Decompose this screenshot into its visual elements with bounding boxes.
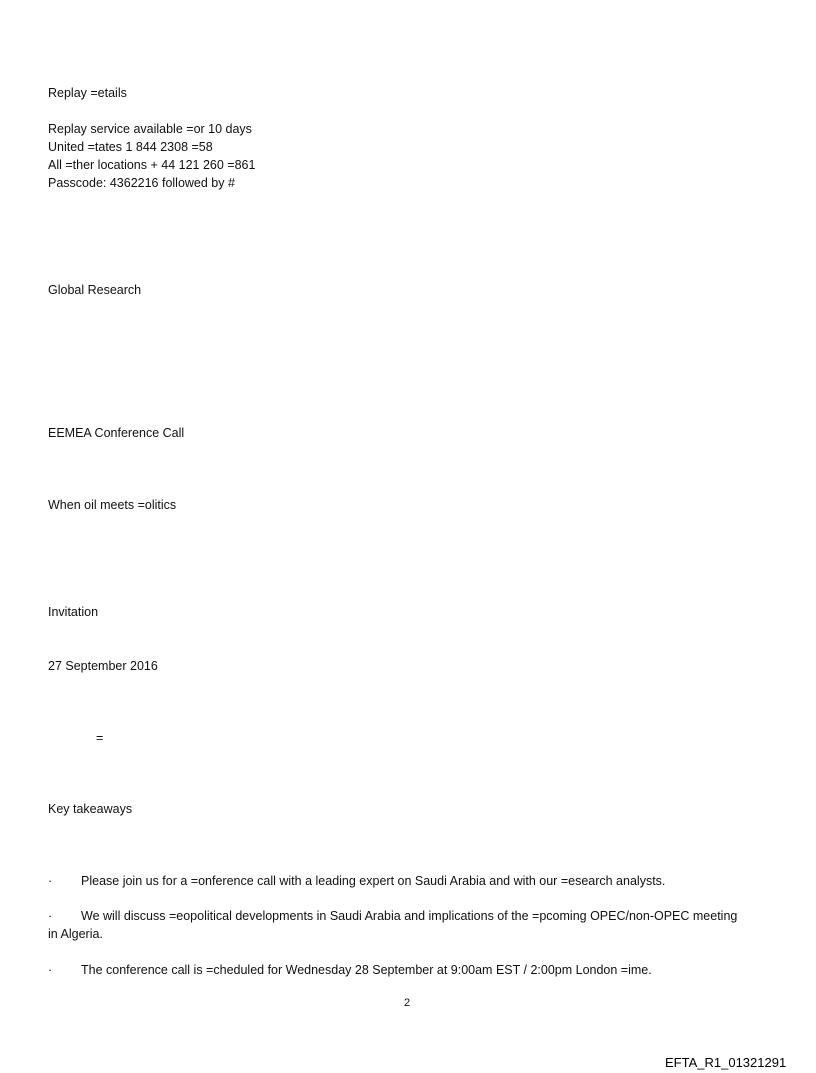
replay-other-locations-line: All =ther locations + 44 121 260 =861 xyxy=(48,158,256,172)
replay-passcode-line: Passcode: 4362216 followed by # xyxy=(48,176,235,190)
takeaway-text-3: The conference call is =cheduled for Wednesday 28 September at 9:00am EST / 2:00pm London =ime. xyxy=(81,963,652,977)
global-research-label: Global Research xyxy=(48,283,142,297)
bullet-dot: · xyxy=(48,909,53,923)
takeaway-bullet-3 xyxy=(48,961,748,979)
conference-subtitle: When oil meets =olitics xyxy=(48,498,177,512)
key-takeaways-heading: Key takeaways xyxy=(48,802,133,816)
replay-details-block xyxy=(48,120,255,192)
takeaway-text-1: Please join us for a =onference call with a leading expert on Saudi Arabia and with our =esearch analysts. xyxy=(81,874,666,888)
bullet-dot: · xyxy=(48,874,53,888)
document-id-footer: EFTA_R1_01321291 xyxy=(665,1055,787,1070)
takeaway-bullet-2 xyxy=(48,907,748,943)
replay-availability-line: Replay service available =or 10 days xyxy=(48,122,252,136)
page-number: 2 xyxy=(404,997,411,1009)
invitation-date: 27 September 2016 xyxy=(48,659,158,673)
invitation-label: Invitation xyxy=(48,605,99,619)
replay-details-heading: Replay =etails xyxy=(48,86,127,100)
takeaway-bullet-1 xyxy=(48,872,748,890)
bullet-dot: · xyxy=(48,963,53,977)
takeaway-text-2: We will discuss =eopolitical developments in Saudi Arabia and implications of the =pcoming OPEC/non-OPEC meeting in Algeria. xyxy=(48,909,738,941)
replay-us-number-line: United =tates 1 844 2308 =58 xyxy=(48,140,213,154)
equals-mark: = xyxy=(96,731,104,745)
conference-call-title: EEMEA Conference Call xyxy=(48,426,185,440)
